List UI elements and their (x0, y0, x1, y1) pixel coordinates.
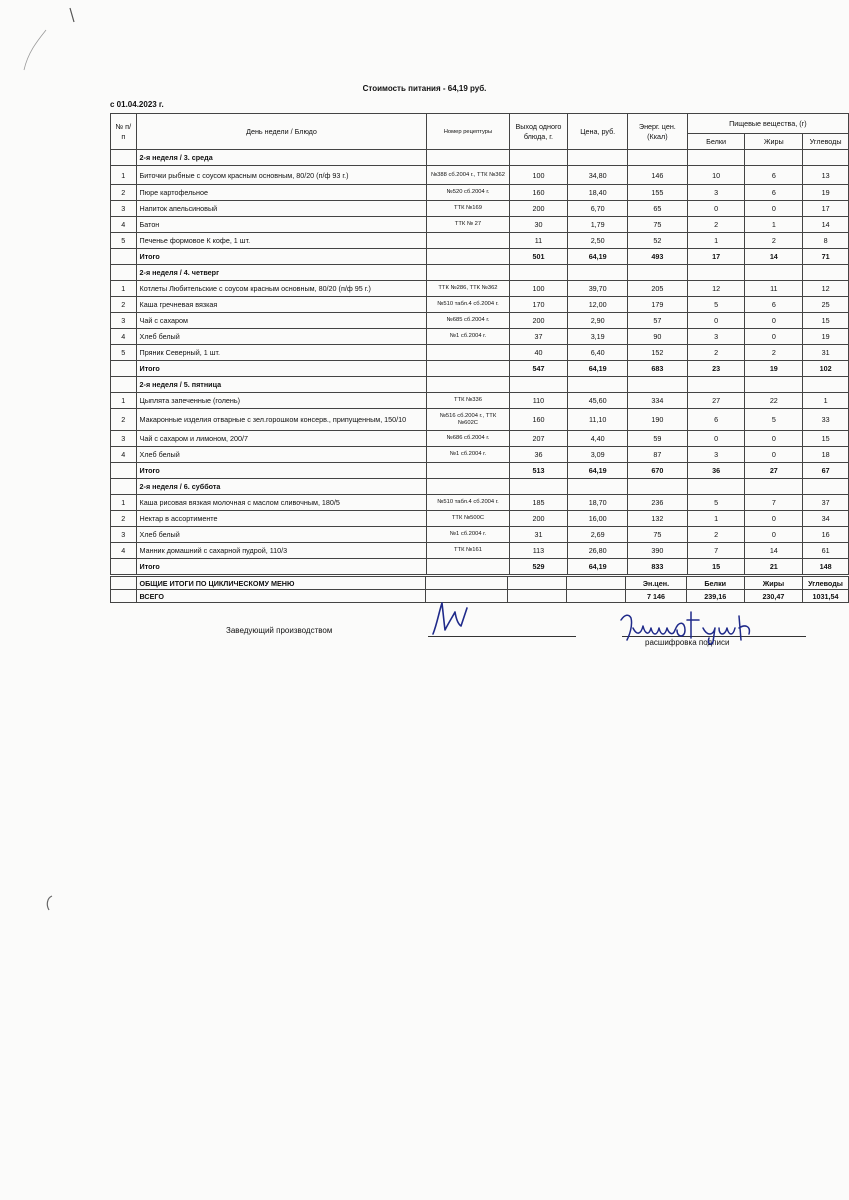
energy: 205 (628, 281, 688, 297)
total-fats: 27 (745, 463, 803, 479)
price: 26,80 (568, 543, 628, 559)
dish-name: Пряник Северный, 1 шт. (136, 345, 427, 361)
summary-header-row (111, 577, 849, 590)
total-row (111, 361, 849, 377)
yield: 30 (509, 217, 568, 233)
fats: 0 (745, 447, 803, 463)
price: 3,09 (568, 447, 628, 463)
yield: 110 (509, 393, 568, 409)
fats: 14 (745, 543, 803, 559)
summary-fats: 230,47 (744, 590, 802, 603)
total-carbs: 102 (803, 361, 849, 377)
table-row (111, 393, 849, 409)
price: 18,40 (568, 185, 628, 201)
price: 16,00 (568, 511, 628, 527)
summary-proteins-label: Белки (686, 577, 744, 590)
page-title: Стоимость питания - 64,19 руб. (362, 84, 487, 93)
proteins: 27 (687, 393, 745, 409)
recipe-number: ТТК №500С (427, 511, 509, 527)
day-header-row (111, 265, 849, 281)
proteins: 6 (687, 409, 745, 431)
carbs: 18 (803, 447, 849, 463)
row-num: 1 (111, 281, 137, 297)
recipe-number: ТТК №286, ТТК №362 (427, 281, 509, 297)
row-num: 3 (111, 527, 137, 543)
dish-name: Цыплята запеченные (голень) (136, 393, 427, 409)
proteins: 2 (687, 345, 745, 361)
proteins: 10 (687, 166, 745, 185)
total-proteins: 15 (687, 559, 745, 575)
carbs: 12 (803, 281, 849, 297)
dish-name: Нектар в ассортименте (136, 511, 427, 527)
total-label: Итого (136, 463, 427, 479)
yield: 200 (509, 511, 568, 527)
price: 2,50 (568, 233, 628, 249)
row-num: 3 (111, 313, 137, 329)
carbs: 13 (803, 166, 849, 185)
yield: 207 (509, 431, 568, 447)
decode-label: расшифровка подписи (645, 638, 730, 647)
fats: 0 (745, 201, 803, 217)
energy: 87 (628, 447, 688, 463)
recipe-number: №686 сб.2004 г. (427, 431, 509, 447)
row-num: 1 (111, 495, 137, 511)
fats: 0 (745, 329, 803, 345)
carbs: 17 (803, 201, 849, 217)
total-fats: 14 (745, 249, 803, 265)
row-num: 5 (111, 345, 137, 361)
proteins: 0 (687, 201, 745, 217)
price: 1,79 (568, 217, 628, 233)
row-num: 3 (111, 431, 137, 447)
energy: 146 (628, 166, 688, 185)
energy: 52 (628, 233, 688, 249)
table-row (111, 201, 849, 217)
total-energy: 833 (628, 559, 688, 575)
dish-name: Макаронные изделия отварные с зел.горошком консерв., припущенным, 150/10 (136, 409, 427, 431)
total-yield: 501 (509, 249, 568, 265)
carbs: 16 (803, 527, 849, 543)
yield: 37 (509, 329, 568, 345)
fats: 6 (745, 185, 803, 201)
energy: 132 (628, 511, 688, 527)
fats: 5 (745, 409, 803, 431)
total-energy: 683 (628, 361, 688, 377)
dish-name: Чай с сахаром и лимоном, 200/7 (136, 431, 427, 447)
energy: 75 (628, 217, 688, 233)
total-price: 64,19 (568, 559, 628, 575)
yield: 160 (509, 185, 568, 201)
dish-name: Каша рисовая вязкая молочная с маслом сливочным, 180/5 (136, 495, 427, 511)
carbs: 15 (803, 313, 849, 329)
dish-name: Напиток апельсиновый (136, 201, 427, 217)
yield: 100 (509, 281, 568, 297)
summary-fats-label: Жиры (744, 577, 802, 590)
yield: 31 (509, 527, 568, 543)
total-energy: 493 (628, 249, 688, 265)
recipe-number: №516 сб.2004 г., ТТК №602С (427, 409, 509, 431)
price: 39,70 (568, 281, 628, 297)
dish-name: Хлеб белый (136, 527, 427, 543)
dish-name: Хлеб белый (136, 447, 427, 463)
total-fats: 21 (745, 559, 803, 575)
row-num: 2 (111, 409, 137, 431)
row-num: 2 (111, 511, 137, 527)
table-row (111, 329, 849, 345)
recipe-number: №510 табл.4 сб.2004 г. (427, 495, 509, 511)
total-energy: 670 (628, 463, 688, 479)
table-row (111, 431, 849, 447)
total-label: Итого (136, 361, 427, 377)
proteins: 3 (687, 185, 745, 201)
table-row (111, 495, 849, 511)
total-price: 64,19 (568, 361, 628, 377)
energy: 236 (628, 495, 688, 511)
fats: 7 (745, 495, 803, 511)
proteins: 0 (687, 313, 745, 329)
yield: 160 (509, 409, 568, 431)
day-header-row (111, 150, 849, 166)
recipe-number: №1 сб.2004 г. (427, 447, 509, 463)
col-recipe: Номер рецептуры (427, 114, 509, 150)
col-num: № п/п (111, 114, 137, 150)
day-header-row (111, 479, 849, 495)
day-title: 2-я неделя / 3. среда (136, 150, 427, 166)
total-proteins: 17 (687, 249, 745, 265)
price: 18,70 (568, 495, 628, 511)
summary-proteins: 239,16 (686, 590, 744, 603)
dish-name: Чай с сахаром (136, 313, 427, 329)
proteins: 2 (687, 217, 745, 233)
day-title: 2-я неделя / 5. пятница (136, 377, 427, 393)
col-yield: Выход одного блюда, г. (509, 114, 568, 150)
table-row (111, 527, 849, 543)
effective-date: с 01.04.2023 г. (110, 100, 164, 109)
col-proteins: Белки (687, 134, 745, 150)
total-price: 64,19 (568, 463, 628, 479)
energy: 152 (628, 345, 688, 361)
energy: 190 (628, 409, 688, 431)
fats: 0 (745, 313, 803, 329)
handwritten-signature (425, 598, 475, 640)
fats: 1 (745, 217, 803, 233)
proteins: 5 (687, 297, 745, 313)
carbs: 34 (803, 511, 849, 527)
energy: 75 (628, 527, 688, 543)
recipe-number: ТТК №161 (427, 543, 509, 559)
dish-name: Биточки рыбные с соусом красным основным, 80/20 (п/ф 93 г.) (136, 166, 427, 185)
total-carbs: 148 (803, 559, 849, 575)
summary-label: ОБЩИЕ ИТОГИ ПО ЦИКЛИЧЕСКОМУ МЕНЮ (136, 577, 426, 590)
proteins: 1 (687, 511, 745, 527)
total-row (111, 463, 849, 479)
recipe-number: ТТК № 27 (427, 217, 509, 233)
yield: 113 (509, 543, 568, 559)
col-energy: Энерг. цен. (Ккал) (628, 114, 688, 150)
proteins: 2 (687, 527, 745, 543)
price: 6,40 (568, 345, 628, 361)
energy: 390 (628, 543, 688, 559)
energy: 334 (628, 393, 688, 409)
yield: 185 (509, 495, 568, 511)
col-price: Цена, руб. (568, 114, 628, 150)
carbs: 19 (803, 329, 849, 345)
dish-name: Пюре картофельное (136, 185, 427, 201)
carbs: 61 (803, 543, 849, 559)
price: 45,60 (568, 393, 628, 409)
table-row (111, 281, 849, 297)
price: 3,19 (568, 329, 628, 345)
carbs: 31 (803, 345, 849, 361)
row-num: 4 (111, 217, 137, 233)
total-label: Итого (136, 559, 427, 575)
dish-name: Хлеб белый (136, 329, 427, 345)
proteins: 5 (687, 495, 745, 511)
table-row (111, 166, 849, 185)
proteins: 1 (687, 233, 745, 249)
fats: 22 (745, 393, 803, 409)
fats: 0 (745, 527, 803, 543)
total-yield: 547 (509, 361, 568, 377)
summary-carbs: 1031,54 (803, 590, 849, 603)
dish-name: Каша гречневая вязкая (136, 297, 427, 313)
price: 6,70 (568, 201, 628, 217)
row-num: 2 (111, 185, 137, 201)
total-proteins: 23 (687, 361, 745, 377)
table-row (111, 233, 849, 249)
total-label: Итого (136, 249, 427, 265)
position-label: Заведующий производством (226, 626, 333, 635)
recipe-number: ТТК №169 (427, 201, 509, 217)
summary-energy-label: Эн.цен. (626, 577, 686, 590)
yield: 36 (509, 447, 568, 463)
col-carbs: Углеводы (803, 134, 849, 150)
recipe-number: №685 сб.2004 г. (427, 313, 509, 329)
carbs: 1 (803, 393, 849, 409)
price: 2,69 (568, 527, 628, 543)
table-row (111, 185, 849, 201)
table-row (111, 313, 849, 329)
recipe-number (427, 233, 509, 249)
fats: 0 (745, 511, 803, 527)
fats: 11 (745, 281, 803, 297)
proteins: 12 (687, 281, 745, 297)
fats: 0 (745, 431, 803, 447)
total-proteins: 36 (687, 463, 745, 479)
carbs: 25 (803, 297, 849, 313)
energy: 59 (628, 431, 688, 447)
proteins: 0 (687, 431, 745, 447)
recipe-number: ТТК №336 (427, 393, 509, 409)
table-row (111, 543, 849, 559)
summary-energy: 7 146 (626, 590, 686, 603)
recipe-number: №1 сб.2004 г. (427, 527, 509, 543)
energy: 179 (628, 297, 688, 313)
total-carbs: 67 (803, 463, 849, 479)
row-num: 1 (111, 393, 137, 409)
total-yield: 513 (509, 463, 568, 479)
day-header-row (111, 377, 849, 393)
fats: 6 (745, 297, 803, 313)
menu-table (110, 113, 849, 575)
total-row (111, 249, 849, 265)
total-price: 64,19 (568, 249, 628, 265)
proteins: 7 (687, 543, 745, 559)
recipe-number: №388 сб.2004 г., ТТК №362 (427, 166, 509, 185)
yield: 170 (509, 297, 568, 313)
row-num: 4 (111, 447, 137, 463)
price: 34,80 (568, 166, 628, 185)
total-row (111, 559, 849, 575)
price: 2,90 (568, 313, 628, 329)
row-num: 2 (111, 297, 137, 313)
fats: 2 (745, 345, 803, 361)
carbs: 14 (803, 217, 849, 233)
carbs: 37 (803, 495, 849, 511)
carbs: 8 (803, 233, 849, 249)
price: 11,10 (568, 409, 628, 431)
proteins: 3 (687, 329, 745, 345)
table-row (111, 409, 849, 431)
energy: 90 (628, 329, 688, 345)
total-carbs: 71 (803, 249, 849, 265)
row-num: 4 (111, 329, 137, 345)
day-title: 2-я неделя / 6. суббота (136, 479, 427, 495)
proteins: 3 (687, 447, 745, 463)
fats: 6 (745, 166, 803, 185)
yield: 200 (509, 313, 568, 329)
summary-table (110, 576, 849, 603)
total-yield: 529 (509, 559, 568, 575)
price: 4,40 (568, 431, 628, 447)
summary-total-row (111, 590, 849, 603)
col-fats: Жиры (745, 134, 803, 150)
price: 12,00 (568, 297, 628, 313)
energy: 155 (628, 185, 688, 201)
dish-name: Манник домашний с сахарной пудрой, 110/3 (136, 543, 427, 559)
yield: 100 (509, 166, 568, 185)
dish-name: Батон (136, 217, 427, 233)
yield: 200 (509, 201, 568, 217)
summary-total-label: ВСЕГО (136, 590, 426, 603)
day-title: 2-я неделя / 4. четверг (136, 265, 427, 281)
fats: 2 (745, 233, 803, 249)
dish-name: Котлеты Любительские с соусом красным основным, 80/20 (п/ф 95 г.) (136, 281, 427, 297)
dish-name: Печенье формовое К кофе, 1 шт. (136, 233, 427, 249)
row-num: 5 (111, 233, 137, 249)
yield: 40 (509, 345, 568, 361)
table-row (111, 297, 849, 313)
recipe-number (427, 345, 509, 361)
col-nutrients: Пищевые вещества, (г) (687, 114, 848, 134)
carbs: 33 (803, 409, 849, 431)
recipe-number: №1 сб.2004 г. (427, 329, 509, 345)
table-row (111, 447, 849, 463)
row-num: 1 (111, 166, 137, 185)
carbs: 15 (803, 431, 849, 447)
summary-carbs-label: Углеводы (803, 577, 849, 590)
table-row (111, 511, 849, 527)
recipe-number: №520 сб.2004 г. (427, 185, 509, 201)
col-dish: День недели / Блюдо (136, 114, 427, 150)
recipe-number: №510 табл.4 сб.2004 г. (427, 297, 509, 313)
row-num: 4 (111, 543, 137, 559)
handwritten-name-signature (615, 606, 775, 646)
table-row (111, 217, 849, 233)
energy: 65 (628, 201, 688, 217)
carbs: 19 (803, 185, 849, 201)
row-num: 3 (111, 201, 137, 217)
energy: 57 (628, 313, 688, 329)
table-row (111, 345, 849, 361)
total-fats: 19 (745, 361, 803, 377)
yield: 11 (509, 233, 568, 249)
